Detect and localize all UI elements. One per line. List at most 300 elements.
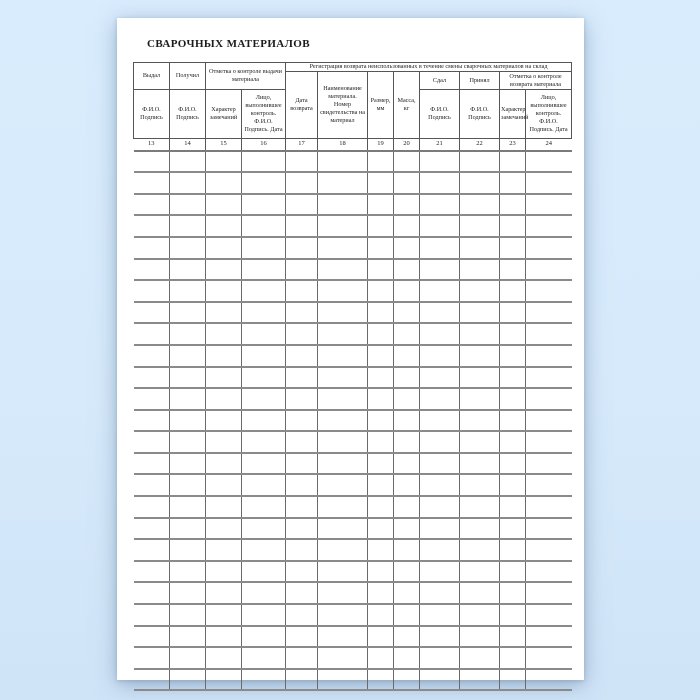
empty-cell <box>134 539 170 561</box>
empty-cell <box>368 539 394 561</box>
empty-cell <box>318 474 368 496</box>
column-number: 15 <box>206 139 242 151</box>
empty-cell <box>170 647 206 669</box>
table-row <box>134 280 572 302</box>
empty-cell <box>460 302 500 324</box>
empty-cell <box>420 669 460 691</box>
column-number: 13 <box>134 139 170 151</box>
empty-cell <box>500 410 526 432</box>
empty-cell <box>318 496 368 518</box>
empty-cell <box>206 151 242 173</box>
empty-cell <box>206 453 242 475</box>
empty-cell <box>420 431 460 453</box>
header-data-vozvrata: Дата возврата <box>286 72 318 139</box>
table-row <box>134 388 572 410</box>
empty-cell <box>420 582 460 604</box>
empty-cell <box>134 518 170 540</box>
empty-cell <box>460 647 500 669</box>
empty-cell <box>460 582 500 604</box>
table-row <box>134 345 572 367</box>
empty-cell <box>526 604 572 626</box>
empty-cell <box>420 280 460 302</box>
empty-cell <box>134 496 170 518</box>
column-number: 16 <box>242 139 286 151</box>
column-number: 21 <box>420 139 460 151</box>
empty-cell <box>394 410 420 432</box>
empty-cell <box>460 669 500 691</box>
empty-cell <box>134 474 170 496</box>
empty-cell <box>134 259 170 281</box>
empty-cell <box>206 388 242 410</box>
empty-cell <box>500 151 526 173</box>
empty-cell <box>460 259 500 281</box>
empty-cell <box>318 237 368 259</box>
empty-cell <box>318 561 368 583</box>
empty-cell <box>318 453 368 475</box>
empty-cell <box>286 604 318 626</box>
empty-cell <box>170 604 206 626</box>
empty-cell <box>286 323 318 345</box>
empty-cell <box>206 194 242 216</box>
empty-cell <box>170 302 206 324</box>
empty-cell <box>394 194 420 216</box>
header-harakter-col15: Характер замечаний <box>206 90 242 139</box>
empty-cell <box>420 259 460 281</box>
empty-cell <box>242 302 286 324</box>
table-row <box>134 302 572 324</box>
empty-cell <box>242 431 286 453</box>
empty-cell <box>420 215 460 237</box>
empty-cell <box>500 539 526 561</box>
column-number: 18 <box>318 139 368 151</box>
empty-cell <box>460 496 500 518</box>
empty-cell <box>318 539 368 561</box>
column-number: 23 <box>500 139 526 151</box>
empty-cell <box>460 151 500 173</box>
empty-cell <box>420 539 460 561</box>
empty-cell <box>170 474 206 496</box>
empty-cell <box>242 410 286 432</box>
empty-cell <box>170 453 206 475</box>
empty-cell <box>526 323 572 345</box>
table-row <box>134 518 572 540</box>
empty-cell <box>242 215 286 237</box>
column-number: 24 <box>526 139 572 151</box>
empty-cell <box>286 626 318 648</box>
empty-cell <box>206 669 242 691</box>
empty-cell <box>394 669 420 691</box>
empty-cell <box>500 431 526 453</box>
empty-cell <box>134 367 170 389</box>
empty-cell <box>500 453 526 475</box>
empty-cell <box>368 518 394 540</box>
header-massa: Масса, кг <box>394 72 420 139</box>
empty-cell <box>242 582 286 604</box>
empty-cell <box>460 237 500 259</box>
empty-cell <box>420 561 460 583</box>
empty-cell <box>242 453 286 475</box>
empty-cell <box>420 345 460 367</box>
empty-cell <box>318 518 368 540</box>
empty-cell <box>526 172 572 194</box>
empty-cell <box>420 302 460 324</box>
empty-cell <box>526 280 572 302</box>
empty-cell <box>318 172 368 194</box>
empty-cell <box>206 237 242 259</box>
table-row <box>134 474 572 496</box>
empty-cell <box>460 280 500 302</box>
empty-cell <box>526 539 572 561</box>
empty-cell <box>526 626 572 648</box>
empty-cell <box>242 626 286 648</box>
table-row <box>134 237 572 259</box>
empty-cell <box>134 302 170 324</box>
empty-cell <box>500 496 526 518</box>
table-row <box>134 323 572 345</box>
empty-cell <box>242 259 286 281</box>
empty-cell <box>394 367 420 389</box>
empty-cell <box>368 151 394 173</box>
empty-cell <box>394 323 420 345</box>
empty-cell <box>420 496 460 518</box>
empty-cell <box>318 345 368 367</box>
empty-cell <box>500 237 526 259</box>
empty-cell <box>526 237 572 259</box>
empty-cell <box>286 259 318 281</box>
column-number: 22 <box>460 139 500 151</box>
empty-cell <box>170 539 206 561</box>
empty-cell <box>368 367 394 389</box>
empty-cell <box>500 474 526 496</box>
empty-cell <box>368 280 394 302</box>
empty-cell <box>526 474 572 496</box>
empty-cell <box>206 518 242 540</box>
empty-cell <box>394 215 420 237</box>
empty-cell <box>134 647 170 669</box>
document-title: СВАРОЧНЫХ МАТЕРИАЛОВ <box>147 38 310 50</box>
empty-cell <box>318 582 368 604</box>
empty-cell <box>394 280 420 302</box>
empty-cell <box>368 259 394 281</box>
empty-cell <box>460 388 500 410</box>
empty-cell <box>206 323 242 345</box>
empty-cell <box>286 302 318 324</box>
empty-cell <box>420 410 460 432</box>
empty-cell <box>286 345 318 367</box>
empty-cell <box>286 367 318 389</box>
empty-cell <box>170 151 206 173</box>
empty-cell <box>394 496 420 518</box>
empty-cell <box>394 518 420 540</box>
header-registration-strip: Регистрация возврата неиспользованных в течение смены сварочных материалов на склад <box>286 63 572 72</box>
register-table <box>133 62 572 691</box>
empty-cell <box>420 367 460 389</box>
empty-cell <box>242 518 286 540</box>
empty-cell <box>134 280 170 302</box>
empty-cell <box>134 669 170 691</box>
empty-cell <box>460 410 500 432</box>
empty-cell <box>368 388 394 410</box>
empty-cell <box>134 582 170 604</box>
empty-cell <box>170 280 206 302</box>
empty-cell <box>170 431 206 453</box>
empty-cell <box>368 582 394 604</box>
empty-cell <box>134 626 170 648</box>
empty-cell <box>394 259 420 281</box>
header-otmetka-vozvrata: Отметка о контроле возврата материала <box>500 72 572 90</box>
empty-cell <box>134 410 170 432</box>
empty-cell <box>500 215 526 237</box>
header-fio-col14: Ф.И.О. Подпись <box>170 90 206 139</box>
empty-cell <box>242 561 286 583</box>
empty-cell <box>286 237 318 259</box>
empty-cell <box>420 474 460 496</box>
empty-cell <box>170 172 206 194</box>
table-row <box>134 647 572 669</box>
empty-cell <box>286 518 318 540</box>
empty-cell <box>526 582 572 604</box>
empty-cell <box>170 215 206 237</box>
empty-cell <box>526 453 572 475</box>
empty-cell <box>420 604 460 626</box>
empty-cell <box>170 323 206 345</box>
empty-cell <box>420 194 460 216</box>
empty-cell <box>420 388 460 410</box>
header-prinyal: Принял <box>460 72 500 90</box>
empty-cell <box>394 582 420 604</box>
empty-cell <box>242 280 286 302</box>
empty-cell <box>206 496 242 518</box>
empty-cell <box>368 410 394 432</box>
table-row <box>134 561 572 583</box>
empty-cell <box>242 323 286 345</box>
empty-cell <box>368 237 394 259</box>
table-row <box>134 604 572 626</box>
empty-cell <box>242 151 286 173</box>
empty-cell <box>206 215 242 237</box>
empty-cell <box>134 561 170 583</box>
empty-cell <box>394 345 420 367</box>
empty-cell <box>134 323 170 345</box>
empty-cell <box>500 302 526 324</box>
empty-cell <box>394 604 420 626</box>
empty-cell <box>242 496 286 518</box>
empty-cell <box>460 367 500 389</box>
empty-cell <box>500 518 526 540</box>
table-row <box>134 194 572 216</box>
empty-cell <box>526 431 572 453</box>
empty-cell <box>394 626 420 648</box>
empty-cell <box>500 323 526 345</box>
header-fio-col21: Ф.И.О. Подпись <box>420 90 460 139</box>
header-fio-col13: Ф.И.О. Подпись <box>134 90 170 139</box>
empty-cell <box>170 626 206 648</box>
empty-cell <box>286 496 318 518</box>
empty-cell <box>368 604 394 626</box>
empty-cell <box>206 582 242 604</box>
empty-cell <box>286 388 318 410</box>
empty-cell <box>460 604 500 626</box>
empty-cell <box>134 215 170 237</box>
empty-cell <box>134 431 170 453</box>
empty-cell <box>394 561 420 583</box>
table-row <box>134 151 572 173</box>
header-razmer: Размер, мм <box>368 72 394 139</box>
empty-cell <box>394 151 420 173</box>
empty-cell <box>170 194 206 216</box>
empty-cell <box>242 539 286 561</box>
empty-cell <box>500 388 526 410</box>
column-numbers-row <box>134 139 572 151</box>
empty-cell <box>318 194 368 216</box>
empty-cell <box>242 345 286 367</box>
empty-cell <box>170 410 206 432</box>
empty-cell <box>206 345 242 367</box>
empty-cell <box>500 582 526 604</box>
empty-cell <box>134 151 170 173</box>
empty-cell <box>286 151 318 173</box>
empty-cell <box>368 172 394 194</box>
table-row <box>134 367 572 389</box>
empty-cell <box>394 302 420 324</box>
empty-cell <box>368 215 394 237</box>
empty-cell <box>500 604 526 626</box>
empty-cell <box>526 410 572 432</box>
empty-cell <box>170 582 206 604</box>
empty-cell <box>242 669 286 691</box>
empty-cell <box>170 345 206 367</box>
empty-cell <box>420 626 460 648</box>
document-page <box>117 18 584 680</box>
empty-cell <box>286 410 318 432</box>
empty-cell <box>318 151 368 173</box>
empty-cell <box>286 669 318 691</box>
empty-cell <box>368 453 394 475</box>
empty-cell <box>134 194 170 216</box>
empty-cell <box>318 388 368 410</box>
empty-cell <box>170 367 206 389</box>
header-lico-col24: Лицо, выполнившее контроль. Ф.И.О. Подпись. Дата <box>526 90 572 139</box>
empty-cell <box>420 453 460 475</box>
table-row <box>134 582 572 604</box>
empty-cell <box>460 345 500 367</box>
table-row <box>134 626 572 648</box>
empty-cell <box>318 367 368 389</box>
column-number: 17 <box>286 139 318 151</box>
empty-cell <box>286 474 318 496</box>
empty-cell <box>460 626 500 648</box>
empty-rows <box>134 151 572 691</box>
empty-cell <box>206 604 242 626</box>
table-row <box>134 669 572 691</box>
empty-cell <box>460 474 500 496</box>
empty-cell <box>460 323 500 345</box>
empty-cell <box>500 259 526 281</box>
table-row <box>134 410 572 432</box>
empty-cell <box>500 345 526 367</box>
empty-cell <box>206 259 242 281</box>
empty-cell <box>242 237 286 259</box>
empty-cell <box>368 345 394 367</box>
empty-cell <box>286 582 318 604</box>
empty-cell <box>242 172 286 194</box>
empty-cell <box>368 194 394 216</box>
empty-cell <box>206 626 242 648</box>
empty-cell <box>394 474 420 496</box>
empty-cell <box>500 194 526 216</box>
empty-cell <box>170 496 206 518</box>
empty-cell <box>242 647 286 669</box>
empty-cell <box>460 518 500 540</box>
empty-cell <box>394 431 420 453</box>
empty-cell <box>460 431 500 453</box>
empty-cell <box>170 518 206 540</box>
empty-cell <box>206 302 242 324</box>
empty-cell <box>170 669 206 691</box>
empty-cell <box>460 453 500 475</box>
empty-cell <box>420 172 460 194</box>
empty-cell <box>286 453 318 475</box>
table-row <box>134 259 572 281</box>
empty-cell <box>318 431 368 453</box>
empty-cell <box>318 410 368 432</box>
empty-cell <box>242 474 286 496</box>
empty-cell <box>134 388 170 410</box>
empty-cell <box>368 669 394 691</box>
empty-cell <box>286 561 318 583</box>
empty-cell <box>318 302 368 324</box>
header-otmetka-vydachi: Отметка о контроле выдачи материала <box>206 63 286 90</box>
empty-cell <box>368 302 394 324</box>
empty-cell <box>242 388 286 410</box>
empty-cell <box>134 453 170 475</box>
empty-cell <box>318 280 368 302</box>
empty-cell <box>526 496 572 518</box>
empty-cell <box>206 367 242 389</box>
header-fio-col22: Ф.И.О. Подпись <box>460 90 500 139</box>
empty-cell <box>394 237 420 259</box>
empty-cell <box>500 561 526 583</box>
empty-cell <box>420 151 460 173</box>
empty-cell <box>368 323 394 345</box>
empty-cell <box>500 280 526 302</box>
empty-cell <box>460 194 500 216</box>
empty-cell <box>420 323 460 345</box>
empty-cell <box>394 172 420 194</box>
empty-cell <box>394 453 420 475</box>
column-number: 14 <box>170 139 206 151</box>
empty-cell <box>318 604 368 626</box>
empty-cell <box>526 367 572 389</box>
column-number: 19 <box>368 139 394 151</box>
empty-cell <box>368 431 394 453</box>
empty-cell <box>368 561 394 583</box>
table-row <box>134 172 572 194</box>
empty-cell <box>286 172 318 194</box>
empty-cell <box>134 604 170 626</box>
empty-cell <box>206 172 242 194</box>
empty-cell <box>460 561 500 583</box>
empty-cell <box>134 237 170 259</box>
empty-cell <box>526 194 572 216</box>
empty-cell <box>286 194 318 216</box>
header-poluchil: Получил <box>170 63 206 90</box>
empty-cell <box>526 302 572 324</box>
empty-cell <box>500 367 526 389</box>
empty-cell <box>286 280 318 302</box>
empty-cell <box>526 215 572 237</box>
empty-cell <box>420 237 460 259</box>
